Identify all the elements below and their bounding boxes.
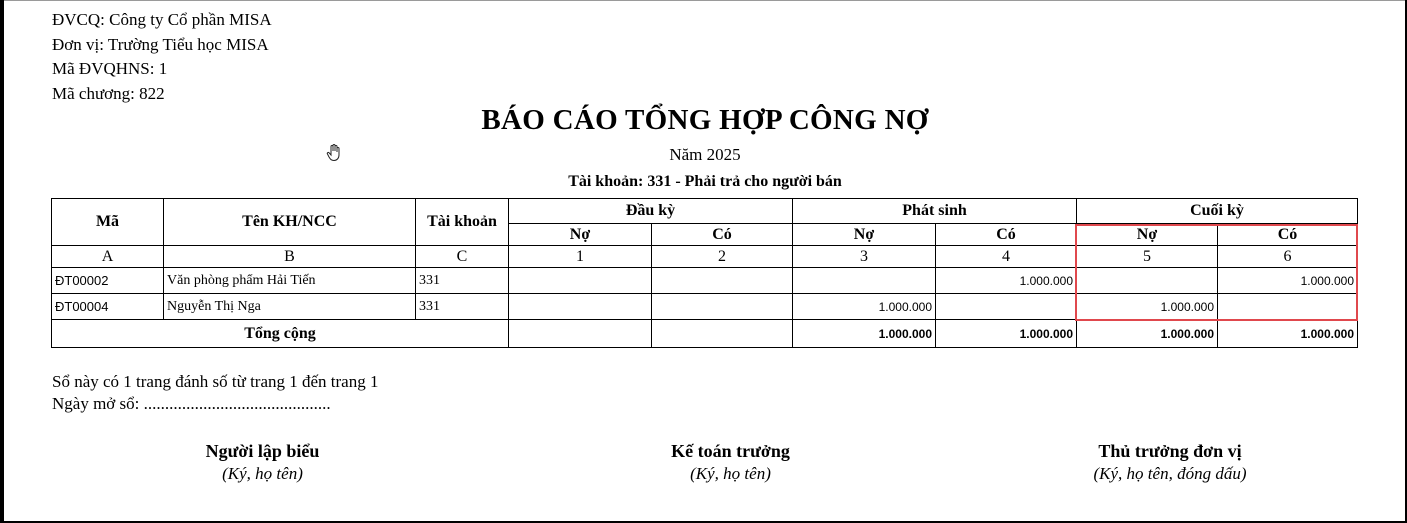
row-open-debit	[509, 268, 652, 294]
row-close-credit: 1.000.000	[1218, 268, 1358, 294]
ledger-note	[52, 371, 378, 415]
row-mov-credit	[936, 294, 1077, 320]
signature-hint: (Ký, họ tên)	[222, 464, 303, 483]
org-line-budget-code: Mã ĐVQHNS: 1	[52, 59, 168, 78]
debt-summary-table	[51, 198, 1358, 348]
total-row	[52, 320, 1358, 348]
row-account: 331	[416, 268, 509, 294]
col-header-movement-debit: Nợ	[793, 224, 936, 246]
col-header-movement: Phát sinh	[793, 199, 1077, 224]
report-account: Tài khoản: 331 - Phải trả cho người bán	[568, 173, 842, 190]
table-row	[52, 268, 1358, 294]
signature-preparer	[140, 441, 385, 484]
signature-hint: (Ký, họ tên, đóng dấu)	[1093, 464, 1247, 483]
row-code: ĐT00004	[52, 294, 164, 320]
total-mov-credit: 1.000.000	[936, 320, 1077, 348]
index-cell: C	[416, 246, 509, 268]
row-name: Nguyễn Thị Nga	[164, 294, 416, 320]
col-header-movement-credit: Có	[936, 224, 1077, 246]
row-account: 331	[416, 294, 509, 320]
organization-header	[52, 8, 272, 106]
signature-role: Thủ trưởng đơn vị	[1098, 441, 1242, 461]
viewer-top-border	[0, 0, 1407, 1]
index-cell: 5	[1077, 246, 1218, 268]
index-cell: 4	[936, 246, 1077, 268]
hand-cursor-icon	[326, 144, 342, 162]
col-header-closing-debit: Nợ	[1077, 224, 1218, 246]
col-header-opening: Đầu kỳ	[509, 199, 793, 224]
index-cell: A	[52, 246, 164, 268]
row-mov-debit: 1.000.000	[793, 294, 936, 320]
report-year: Năm 2025	[669, 145, 741, 164]
col-header-closing: Cuối kỳ	[1077, 199, 1358, 224]
col-header-name: Tên KH/NCC	[164, 199, 416, 246]
row-name: Văn phòng phẩm Hải Tiến	[164, 268, 416, 294]
signature-hint: (Ký, họ tên)	[690, 464, 771, 483]
viewer-left-border	[0, 0, 4, 523]
report-title: BÁO CÁO TỔNG HỢP CÔNG NỢ	[481, 104, 929, 136]
index-cell: 6	[1218, 246, 1358, 268]
total-mov-debit: 1.000.000	[793, 320, 936, 348]
row-mov-debit	[793, 268, 936, 294]
org-line-unit: Đơn vị: Trường Tiểu học MISA	[52, 34, 269, 54]
col-header-closing-credit: Có	[1218, 224, 1358, 246]
total-label: Tổng cộng	[52, 320, 509, 348]
index-row	[52, 246, 1358, 268]
signature-chief-accountant	[608, 441, 853, 484]
index-cell: 2	[652, 246, 793, 268]
table-row	[52, 294, 1358, 320]
row-close-debit: 1.000.000	[1077, 294, 1218, 320]
row-open-debit	[509, 294, 652, 320]
signature-head-of-unit	[1040, 441, 1300, 484]
total-close-debit: 1.000.000	[1077, 320, 1218, 348]
row-open-credit	[652, 268, 793, 294]
pages-note: Sổ này có 1 trang đánh số từ trang 1 đến trang 1	[52, 372, 379, 391]
row-open-credit	[652, 294, 793, 320]
open-date: Ngày mở sổ: ............................................	[52, 394, 331, 413]
row-mov-credit: 1.000.000	[936, 268, 1077, 294]
signature-role: Người lập biểu	[205, 441, 320, 461]
org-line-agency: ĐVCQ: Công ty Cổ phần MISA	[52, 10, 272, 29]
row-close-debit	[1077, 268, 1218, 294]
col-header-opening-credit: Có	[652, 224, 793, 246]
total-open-debit	[509, 320, 652, 348]
signature-role: Kế toán trưởng	[671, 441, 790, 461]
col-header-account: Tài khoản	[416, 199, 509, 246]
total-close-credit: 1.000.000	[1218, 320, 1358, 348]
index-cell: 1	[509, 246, 652, 268]
index-cell: B	[164, 246, 416, 268]
total-open-credit	[652, 320, 793, 348]
row-code: ĐT00002	[52, 268, 164, 294]
index-cell: 3	[793, 246, 936, 268]
col-header-opening-debit: Nợ	[509, 224, 652, 246]
row-close-credit	[1218, 294, 1358, 320]
org-line-chapter-code: Mã chương: 822	[52, 83, 165, 103]
col-header-code: Mã	[52, 199, 164, 246]
